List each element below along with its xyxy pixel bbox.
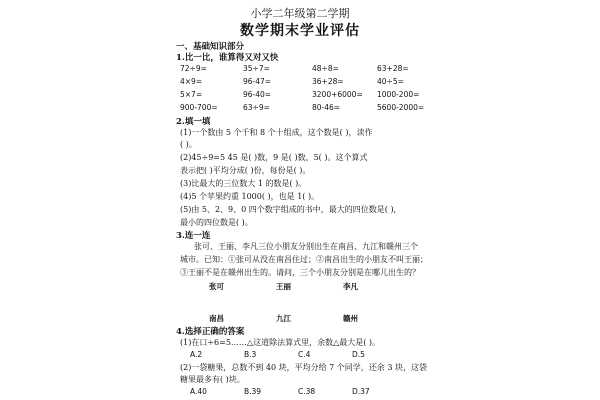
option-item: D.5 xyxy=(352,350,365,359)
option-item: B.39 xyxy=(244,387,262,396)
city-name: 九江 xyxy=(276,314,291,323)
fill-in-line: (2)45÷9=5 45 是( )数，9 是( )数，5( )。这个算式 xyxy=(180,153,368,162)
option-item: C.4 xyxy=(298,350,311,359)
choice-question-2: (2)一袋糖果，总数不到 40 块，平均分给 7 个同学，还余 3 块，这袋 xyxy=(180,363,427,372)
person-name: 张可 xyxy=(209,282,224,291)
puzzle-line: 城市。已知：①张可从没在南昌住过；②南昌出生的小朋友不叫王丽； xyxy=(180,255,428,264)
calc-item: 96-40= xyxy=(243,90,272,99)
calc-item: 40÷5= xyxy=(377,77,404,86)
section-choice-title: 4.选择正确的答案 xyxy=(176,327,245,337)
section-connect-title: 3.连一连 xyxy=(176,231,211,241)
calc-item: 48÷8= xyxy=(312,64,339,73)
puzzle-line: 张可、王丽、李凡三位小朋友分别出生在南昌、九江和赣州三个 xyxy=(194,242,418,251)
section-basic-knowledge-title: 一、基础知识部分 xyxy=(176,42,245,52)
calc-item: 36+28= xyxy=(312,77,344,86)
calc-item: 900-700= xyxy=(180,103,218,112)
option-item: B.3 xyxy=(244,350,257,359)
puzzle-line: ③王丽不是在赣州出生的。请问，三个小朋友分别是在哪儿出生的？ xyxy=(180,268,420,277)
fill-in-line: (1)一个数由 5 个千和 8 个十组成，这个数是( )，读作 xyxy=(180,128,373,137)
option-item: C.38 xyxy=(298,387,316,396)
choice-question-2-cont: 糖果最多有( )块。 xyxy=(180,375,245,384)
fill-in-line: (5)由 5、2、9、0 四个数字组成的书中，最大的四位数是( )， xyxy=(180,205,402,214)
fill-in-line: (4)5 个苹果约重 1000( )，也是 1( )。 xyxy=(180,192,320,201)
calc-item: 1000-200= xyxy=(377,90,420,99)
calc-item: 96-47= xyxy=(243,77,272,86)
calc-item: 5×7= xyxy=(180,90,203,99)
option-item: A.2 xyxy=(190,350,203,359)
city-name: 赣州 xyxy=(343,314,358,323)
calc-item: 3200+6000= xyxy=(312,90,363,99)
section-calc-subtitle: 1.比一比，谁算得又对又快 xyxy=(176,53,279,63)
exam-title: 数学期末学业评估 xyxy=(240,23,360,39)
person-name: 王丽 xyxy=(276,282,291,291)
fill-in-line: 最小的四位数是( )。 xyxy=(180,218,253,227)
section-fill-in-title: 2.填一填 xyxy=(176,117,211,127)
calc-item: 5600-2000= xyxy=(377,103,425,112)
calc-item: 63+28= xyxy=(377,64,409,73)
city-name: 南昌 xyxy=(209,314,224,323)
option-item: D.37 xyxy=(352,387,370,396)
calc-item: 63÷9= xyxy=(243,103,270,112)
fill-in-line: ( )。 xyxy=(180,140,197,149)
person-name: 李凡 xyxy=(343,282,358,291)
school-grade-title: 小学二年级第二学期 xyxy=(250,7,350,20)
calc-item: 80-46= xyxy=(312,103,341,112)
calc-item: 4×9= xyxy=(180,77,203,86)
fill-in-line: 表示把( )平均分成( )份，每份是( )。 xyxy=(180,166,311,175)
calc-item: 35÷7= xyxy=(243,64,270,73)
option-item: A.40 xyxy=(190,387,207,396)
choice-question-1: (1)在口÷6=5……△这道除法算式里，余数△最大是( )。 xyxy=(180,338,381,347)
calc-item: 72÷9= xyxy=(180,64,207,73)
fill-in-line: (3)比最大的三位数大 1 的数是( )。 xyxy=(180,179,307,188)
